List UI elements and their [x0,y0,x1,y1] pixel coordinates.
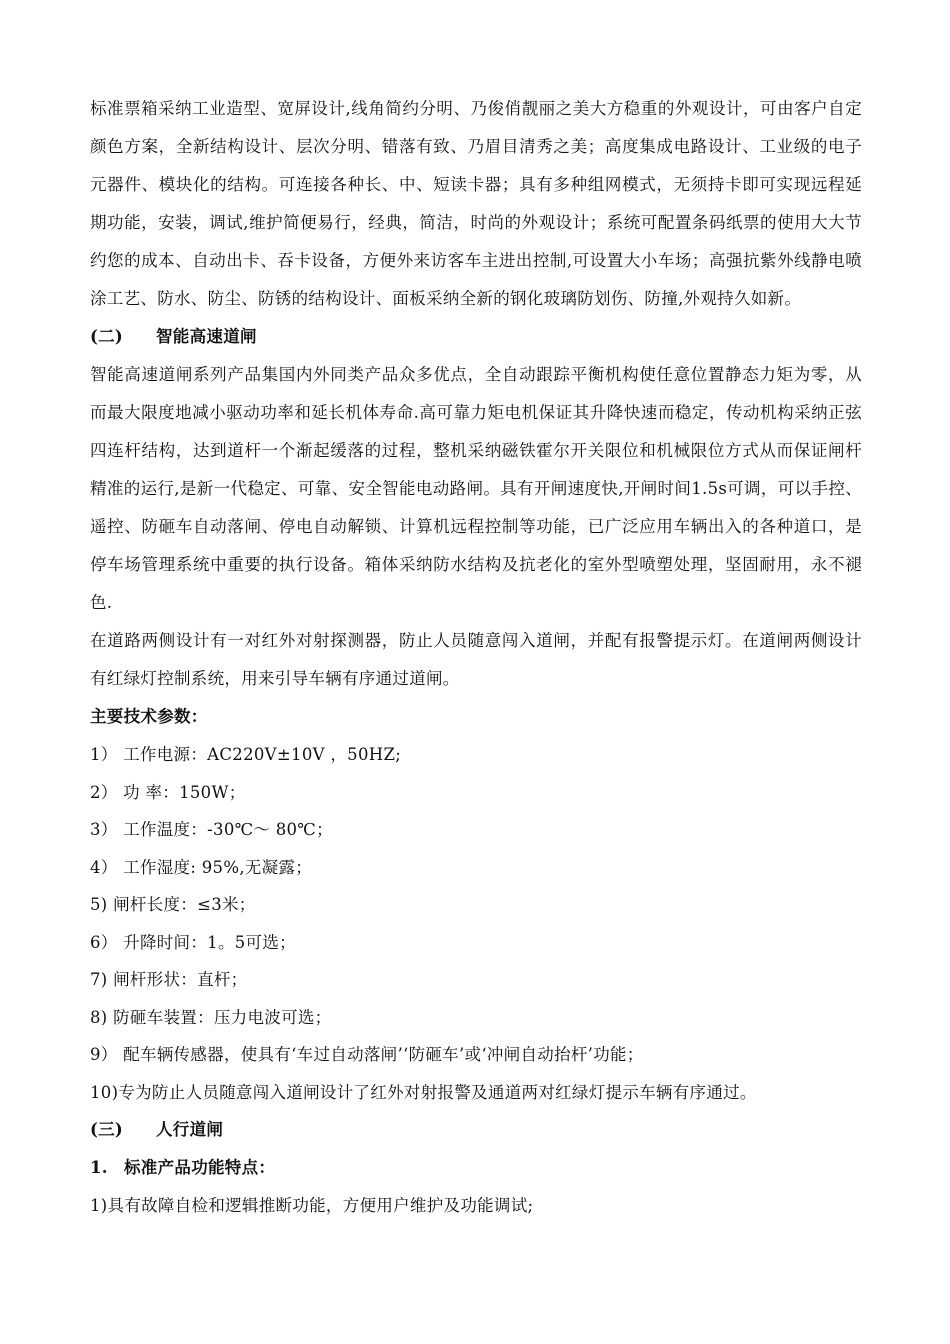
list-item: 2） 功 率：150W； [90,782,246,802]
list-item: 1)具有故障自检和逻辑推断功能，方便用户维护及功能调试; [90,1196,534,1215]
list-item: 3） 工作温度：-30℃～ 80℃； [90,820,333,839]
list-item: 6） 升降时间：1。5可选； [90,932,296,952]
list-item: 5) 闸杆长度：≤3米； [90,895,256,914]
section-heading-2 [90,318,862,356]
section-number: (三) [90,1120,124,1139]
list-item: 8) 防砸车装置：压力电波可选； [90,1007,332,1027]
section-title: 智能高速道闸 [156,327,257,346]
document-page [90,90,862,1225]
section2-paragraph-2: 在道路两侧设计有一对红外对射探测器，防止人员随意闯入道闸，并配有报警提示灯。在道闸两侧设计有红绿灯控制系统，用来引导车辆有序通过道闸。 [90,631,862,688]
section-heading-3 [90,1111,862,1149]
list-item: 1） 工作电源：AC220V±10V ，50HZ; [90,745,402,764]
list-item: 9） 配车辆传感器，使具有‘车过自动落闸’‘防砸车’或‘冲闸自动抬杆’功能； [90,1045,644,1064]
subsection-heading [90,1149,862,1187]
section-title: 人行道闸 [156,1120,224,1139]
intro-paragraph: 标准票箱采纳工业造型、宽屏设计,线角简约分明、乃俊俏靓丽之美大方稳重的外观设计，可由客户自定颜色方案，全新结构设计、层次分明、错落有致、乃眉目清秀之美；高度集成电路设计、工业级的电子元器件、模块化的结构。可连接各种长、中、短读卡器；具有多种组网模式，无须持卡即可实现远程延期功能，安装，调试,维护简便易行，经典，简洁，时尚的外观设计；系统可配置条码纸票的使用大大节约您的成本、自动出卡、吞卡设备，方便外来访客车主进出控制,可设置大小车场；高强抗紫外线静电喷涂工艺、防水、防尘、防锈的结构设计、面板采纳全新的钢化玻璃防划伤、防撞,外观持久如新。 [90,99,862,308]
subsection-number: 1. [90,1158,108,1177]
list-item: 4） 工作湿度: 95%,无凝露； [90,857,313,877]
section2-paragraph-1: 智能高速道闸系列产品集国内外同类产品众多优点，全自动跟踪平衡机构使任意位置静态力矩为零，从而最大限度地减小驱动功率和延长机体寿命.高可靠力矩电机保证其升降快速而稳定，传动机构采纳正弦四连杆结构，达到道杆一个渐起缓落的过程，整机采纳磁铁霍尔开关限位和机械限位方式从而保证闸杆精准的运行,是新一代稳定、可靠、安全智能电动路闸。具有开闸速度快,开闸时间1.5s可调，可以手控、遥控、防砸车自动落闸、停电自动解锁、计算机远程控制等功能，已广泛应用车辆出入的各种道口，是停车场管理系统中重要的执行设备。箱体采纳防水结构及抗老化的室外型喷塑处理，坚固耐用，永不褪色. [90,365,862,612]
params-title: 主要技术参数： [90,707,208,726]
params-list [90,736,862,1111]
list-item: 10)专为防止人员随意闯入道闸设计了红外对射报警及通道两对红绿灯提示车辆有序通过。 [90,1082,757,1102]
section-number: (二) [90,327,124,346]
list-item: 7) 闸杆形状：直杆； [90,970,248,989]
subsection-title: 标准产品功能特点： [124,1158,276,1177]
